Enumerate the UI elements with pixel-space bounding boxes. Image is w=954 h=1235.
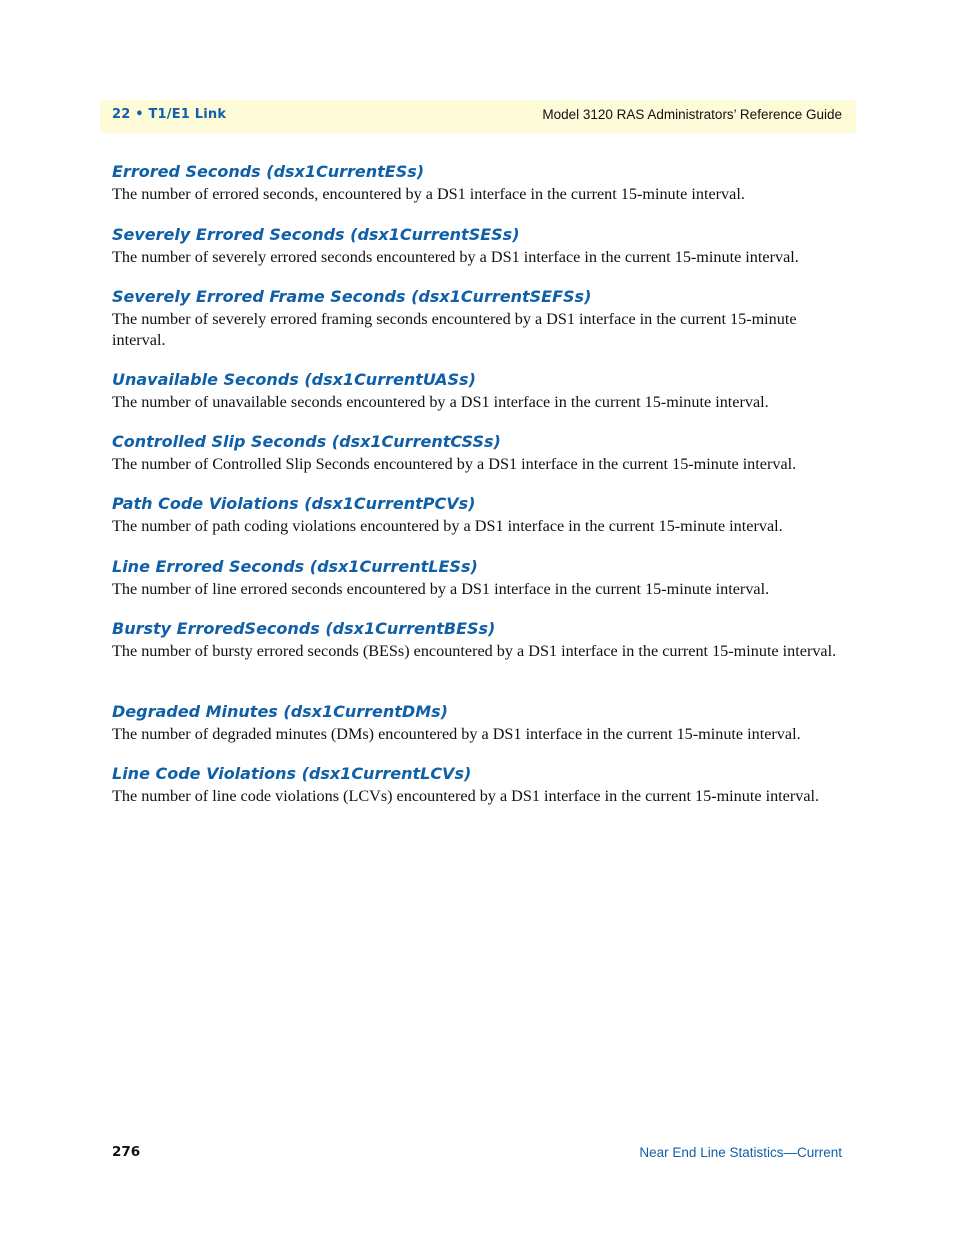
section-body: The number of errored seconds, encountered by a DS1 interface in the current 15-minute interval. <box>112 185 745 203</box>
chapter-title: 22 • T1/E1 Link <box>112 107 227 122</box>
section-degraded-minutes <box>112 700 847 745</box>
section-body: The number of line code violations (LCVs) encountered by a DS1 interface in the current 15-minute interval. <box>112 787 820 805</box>
section-unavailable-seconds <box>112 368 847 413</box>
section-body: The number of line errored seconds encountered by a DS1 interface in the current 15-minute interval. <box>112 580 770 598</box>
footer-section-name: Near End Line Statistics—Current <box>639 1145 842 1160</box>
page-number: 276 <box>112 1144 141 1160</box>
section-heading: Line Code Violations (dsx1CurrentLCVs) <box>112 764 472 783</box>
section-errored-seconds <box>112 160 847 205</box>
section-path-code-violations <box>112 492 847 537</box>
section-heading: Unavailable Seconds (dsx1CurrentUASs) <box>112 370 476 389</box>
section-body: The number of path coding violations encountered by a DS1 interface in the current 15-minute interval. <box>112 517 783 535</box>
section-body: The number of Controlled Slip Seconds encountered by a DS1 interface in the current 15-minute interval. <box>112 455 797 473</box>
section-severely-errored-frame-seconds <box>112 285 847 351</box>
section-body: The number of bursty errored seconds (BESs) encountered by a DS1 interface in the current 15-minute interval. <box>112 642 837 660</box>
section-body: The number of severely errored seconds encountered by a DS1 interface in the current 15-minute interval. <box>112 248 799 266</box>
running-header <box>100 100 856 133</box>
section-bursty-errored-seconds <box>112 617 847 662</box>
section-heading: Controlled Slip Seconds (dsx1CurrentCSSs) <box>112 432 501 451</box>
section-heading: Severely Errored Seconds (dsx1CurrentSESs) <box>112 225 520 244</box>
section-body: The number of severely errored framing seconds encountered by a DS1 interface in the current 15-minute interval. <box>112 310 797 349</box>
section-heading: Line Errored Seconds (dsx1CurrentLESs) <box>112 557 478 576</box>
guide-title: Model 3120 RAS Administrators’ Reference Guide <box>542 107 842 122</box>
section-line-errored-seconds <box>112 555 847 600</box>
section-body: The number of unavailable seconds encountered by a DS1 interface in the current 15-minute interval. <box>112 393 769 411</box>
section-heading: Bursty ErroredSeconds (dsx1CurrentBESs) <box>112 619 496 638</box>
section-heading: Severely Errored Frame Seconds (dsx1CurrentSEFSs) <box>112 287 592 306</box>
section-heading: Degraded Minutes (dsx1CurrentDMs) <box>112 702 448 721</box>
section-body: The number of degraded minutes (DMs) encountered by a DS1 interface in the current 15-minute interval. <box>112 725 801 743</box>
section-controlled-slip-seconds <box>112 430 847 475</box>
section-heading: Path Code Violations (dsx1CurrentPCVs) <box>112 494 476 513</box>
section-line-code-violations <box>112 762 847 807</box>
section-severely-errored-seconds <box>112 223 847 268</box>
section-heading: Errored Seconds (dsx1CurrentESs) <box>112 162 425 181</box>
